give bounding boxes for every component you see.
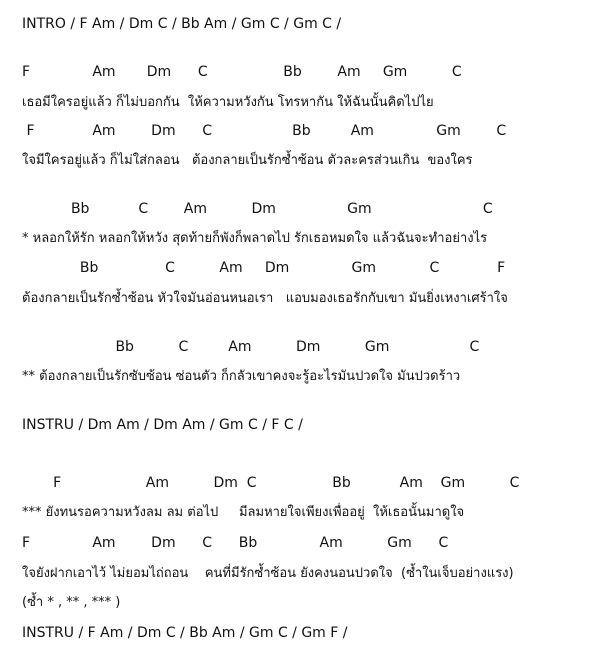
- verse1-chords-2: F Am Dm C Bb Am Gm C: [22, 123, 507, 139]
- bridge-lyric-2: ใจยังฝากเอาไว้ ไม่ยอมไถ่ถอน คนที่มีรักซ้ำซ้อน ยังคงนอนปวดใจ (ซ้ำในเจ็บอย่างแรง): [22, 566, 514, 581]
- chorus-chords-1: Bb C Am Dm Gm C: [22, 201, 493, 217]
- verse1-chords-1: F Am Dm C Bb Am Gm C: [22, 64, 462, 80]
- chorus-lyric-2: ต้องกลายเป็นรักซ้ำซ้อน หัวใจมันอ่อนหนอเรา แอบมองเธอรักกับเขา มันยิ่งเหงาเศร้าใจ: [22, 291, 508, 306]
- verse1-lyric-2: ใจมีใครอยู่แล้ว ก็ไม่ใส่กลอน ต้องกลายเป็นรักซ้ำซ้อน ตัวละครส่วนเกิน ของใคร: [22, 153, 473, 168]
- intro-line: INTRO / F Am / Dm C / Bb Am / Gm C / Gm C /: [22, 16, 342, 32]
- bridge-chords-2: F Am Dm C Bb Am Gm C: [22, 535, 449, 551]
- bridge-chords-1: F Am Dm C Bb Am Gm C: [22, 475, 520, 491]
- instru-line-2: INSTRU / F Am / Dm C / Bb Am / Gm C / Gm F /: [22, 625, 348, 641]
- verse1-lyric-1: เธอมีใครอยู่แล้ว ก็ไม่บอกกัน ให้ความหวังกัน โทรหากัน ให้ฉันนั้นคิดไปไย: [22, 95, 434, 110]
- chorus-lyric-1: * หลอกให้รัก หลอกให้หวัง สุดท้ายก็พังก็พลาดไป รักเธอหมดใจ แล้วฉันจะทำอย่างไร: [22, 231, 488, 246]
- hook-lyric: ** ต้องกลายเป็นรักซับซ้อน ซ่อนตัว ก็กลัวเขาคงจะรู้อะไรมันปวดใจ มันปวดร้าว: [22, 369, 461, 384]
- bridge-lyric-1: *** ยังทนรอความหวังลม ลม ต่อไป มีลมหายใจเพียงเพื่ออยู่ ให้เธอนั้นมาดูใจ: [22, 505, 465, 520]
- instru-line-1: INSTRU / Dm Am / Dm Am / Gm C / F C /: [22, 417, 303, 433]
- repeat-note: (ซ้ำ * , ** , *** ): [22, 595, 121, 610]
- chorus-chords-2: Bb C Am Dm Gm C F: [22, 260, 506, 276]
- hook-chords: Bb C Am Dm Gm C: [22, 339, 480, 355]
